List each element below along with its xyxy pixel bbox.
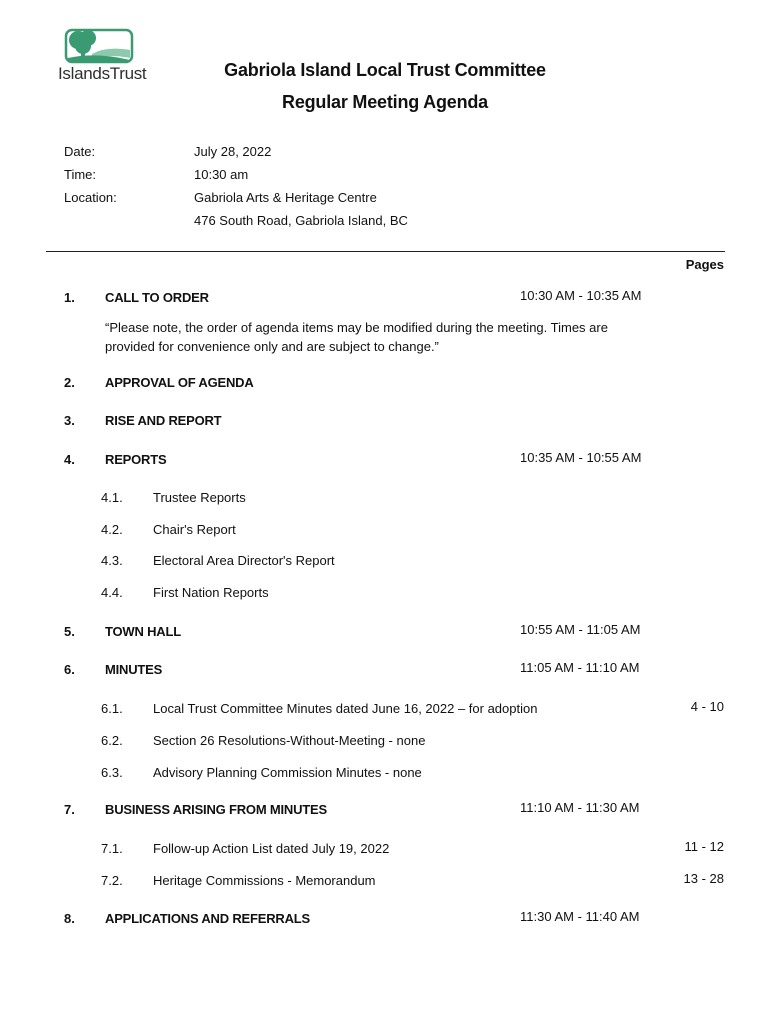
item-time: 11:05 AM - 11:10 AM [520,660,640,675]
item-title: APPLICATIONS AND REFERRALS [105,911,310,926]
subitem-pages: 13 - 28 [683,871,724,886]
item-time: 10:30 AM - 10:35 AM [520,288,642,303]
date-value: July 28, 2022 [194,144,272,159]
item-number: 1. [64,290,75,305]
logo-text: IslandsTrust [58,64,147,83]
item-number: 2. [64,375,75,390]
item-time: 10:35 AM - 10:55 AM [520,450,642,465]
agenda-note: “Please note, the order of agenda items may be modified during the meeting. Times are provided for convenience only and are subject to change.” [105,320,608,354]
item-title: BUSINESS ARISING FROM MINUTES [105,802,327,817]
item-number: 8. [64,911,75,926]
item-time: 11:10 AM - 11:30 AM [520,800,640,815]
location-label: Location: [64,190,117,205]
time-value: 10:30 am [194,167,249,182]
location-line1: Gabriola Arts & Heritage Centre [194,190,377,205]
subitem-number: 4.3. [101,553,123,568]
subitem-text: Electoral Area Director's Report [153,553,335,568]
item-title: APPROVAL OF AGENDA [105,375,254,390]
subitem-text: Local Trust Committee Minutes dated June 16, 2022 – for adoption [153,701,538,716]
subitem-pages: 11 - 12 [684,839,724,854]
date-label: Date: [64,144,96,159]
subitem-text: First Nation Reports [153,585,269,600]
subitem-text: Advisory Planning Commission Minutes - none [153,765,422,780]
document-subtitle: Regular Meeting Agenda [282,92,488,112]
time-label: Time: [64,167,97,182]
subitem-number: 4.1. [101,490,123,505]
item-title: RISE AND REPORT [105,413,222,428]
item-title: CALL TO ORDER [105,290,209,305]
subitem-text: Trustee Reports [153,490,246,505]
subitem-text: Follow-up Action List dated July 19, 2022 [153,841,390,856]
subitem-pages: 4 - 10 [690,699,724,714]
item-number: 7. [64,802,75,817]
subitem-number: 7.2. [101,873,123,888]
item-time: 11:30 AM - 11:40 AM [520,909,640,924]
subitem-number: 6.2. [101,733,123,748]
item-number: 4. [64,452,75,467]
subitem-text: Chair's Report [153,522,236,537]
subitem-number: 6.1. [101,701,123,716]
item-number: 6. [64,662,75,677]
item-number: 5. [64,624,75,639]
subitem-number: 4.4. [101,585,123,600]
subitem-number: 6.3. [101,765,123,780]
document-title: Gabriola Island Local Trust Committee [224,60,546,80]
item-number: 3. [64,413,75,428]
item-title: REPORTS [105,452,167,467]
subitem-number: 7.1. [101,841,123,856]
subitem-number: 4.2. [101,522,123,537]
pages-header: Pages [685,257,724,272]
item-title: TOWN HALL [105,624,181,639]
item-title: MINUTES [105,662,163,677]
item-time: 10:55 AM - 11:05 AM [520,622,641,637]
subitem-text: Heritage Commissions - Memorandum [153,873,376,888]
subitem-text: Section 26 Resolutions-Without-Meeting - none [153,733,426,748]
location-line2: 476 South Road, Gabriola Island, BC [194,213,408,228]
divider [46,251,725,252]
